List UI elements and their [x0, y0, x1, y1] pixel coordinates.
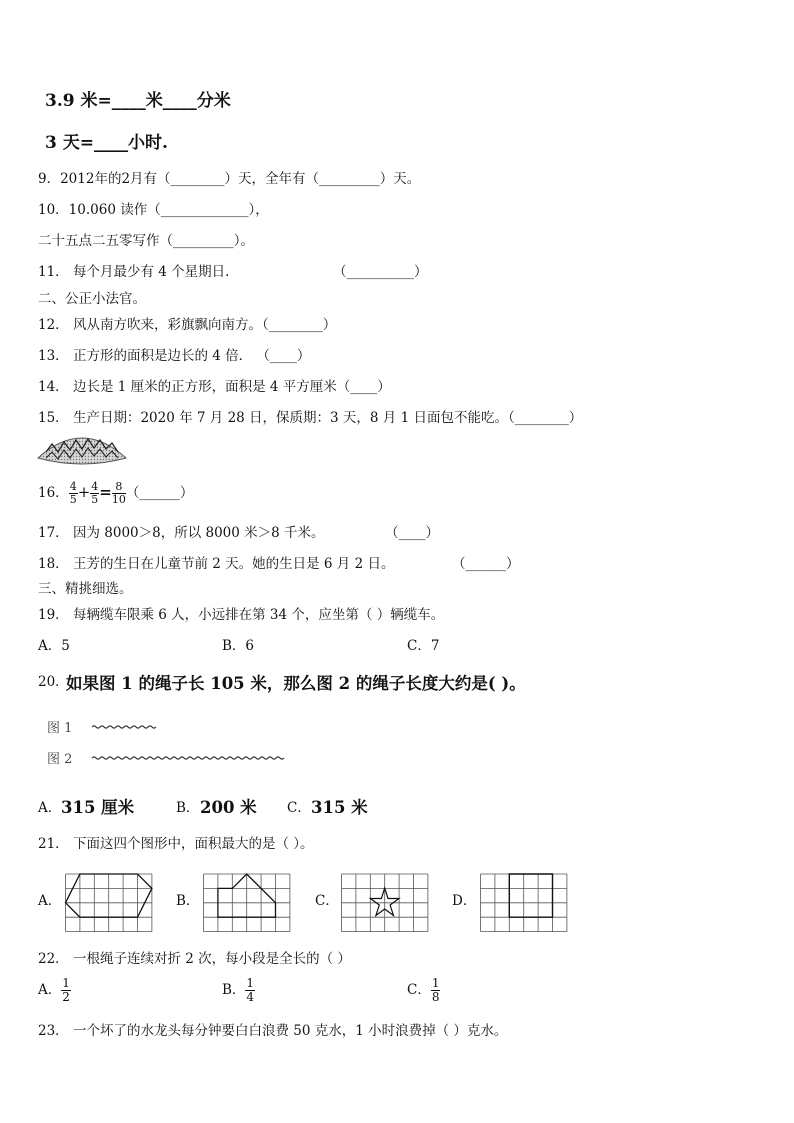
q19-option-c[interactable]: C．7 — [407, 638, 440, 654]
equals-sign: = — [99, 483, 112, 501]
fraction-denominator: 5 — [91, 493, 99, 506]
q19-option-a[interactable]: A．5 — [38, 638, 70, 654]
question-20: 如果图 1 的绳子长 105 米，那么图 2 的绳子长度大约是( )。 — [66, 674, 526, 693]
q22-option-a[interactable] — [38, 975, 71, 1005]
question-18-blank: （______） — [452, 556, 520, 572]
q21-letter-a: A． — [38, 893, 62, 909]
fraction-1-8 — [431, 977, 441, 1004]
fraction-numerator: 1 — [431, 976, 440, 990]
fraction-8-10 — [112, 481, 126, 506]
conversion-line-1: 3.9 米=____米____分米 — [45, 91, 231, 111]
fraction-1-2 — [61, 977, 71, 1004]
question-11-blank: （__________） — [333, 264, 428, 280]
plus-sign: + — [77, 483, 91, 501]
fraction-denominator: 10 — [111, 493, 126, 506]
q22-letter-c: C． — [407, 982, 431, 998]
fraction-denominator: 5 — [69, 493, 77, 506]
q22-option-c[interactable] — [407, 975, 440, 1005]
question-17-blank: （____） — [385, 525, 439, 541]
question-9: 9．2012年的2月有（________）天，全年有（_________）天。 — [38, 171, 421, 187]
question-10b: 二十五点二五零写作（_________）。 — [38, 233, 254, 249]
q21-letter-d: D． — [452, 893, 477, 909]
question-20-number: 20． — [38, 674, 69, 690]
q20-letter-a: A． — [38, 800, 62, 816]
question-13: 13． 正方形的面积是边长的 4 倍． （____） — [38, 348, 311, 364]
question-22: 22． 一根绳子连续对折 2 次，每小段是全长的（ ） — [38, 951, 351, 967]
section-2-heading: 二、公正小法官。 — [38, 291, 146, 307]
question-23: 23． 一个坏了的水龙头每分钟要白白浪费 50 克水，1 小时浪费掉（ ）克水。 — [38, 1023, 508, 1039]
q20-option-a[interactable]: 315 厘米 — [61, 798, 135, 817]
question-21: 21． 下面这四个图形中，面积最大的是（ ）。 — [38, 836, 314, 852]
fraction-denominator: 4 — [246, 990, 255, 1004]
q21-letter-c: C． — [315, 893, 339, 909]
q22-letter-a: A． — [38, 982, 62, 998]
fraction-denominator: 2 — [62, 990, 70, 1004]
fraction-numerator: 4 — [91, 480, 99, 493]
q21-grid-c[interactable] — [340, 868, 430, 926]
fraction-numerator: 4 — [69, 480, 77, 493]
q19-option-b[interactable]: B．6 — [222, 638, 255, 654]
watermelon-slice-image — [36, 428, 128, 468]
section-3-heading: 三、精挑细选。 — [38, 581, 133, 597]
question-14: 14． 边长是 1 厘米的正方形，面积是 4 平方厘米（____） — [38, 379, 391, 395]
q20-option-c[interactable]: 315 米 — [311, 798, 368, 817]
question-12: 12． 风从南方吹来，彩旗飘向南方。（________） — [38, 317, 337, 333]
question-16-blank: （______） — [125, 485, 194, 501]
fraction-numerator: 1 — [62, 976, 70, 990]
question-10a: 10．10.060 读作（_____________）， — [38, 202, 269, 218]
fraction-numerator: 1 — [246, 976, 255, 990]
fraction-1-4 — [245, 977, 255, 1004]
rope-figure-1 — [92, 722, 162, 732]
figure-1-label: 图 1 — [47, 721, 73, 736]
q21-grid-a[interactable] — [64, 868, 154, 926]
figure-2-label: 图 2 — [47, 752, 73, 767]
q22-letter-b: B． — [222, 982, 246, 998]
question-18: 18． 王芳的生日在儿童节前 2 天。她的生日是 6 月 2 日。 — [38, 556, 395, 572]
question-16-number: 16． — [38, 485, 69, 501]
question-15: 15． 生产日期：2020 年 7 月 28 日，保质期：3 天，8 月 1 日面包不能吃。（________） — [38, 410, 583, 426]
q20-option-b[interactable]: 200 米 — [200, 798, 257, 817]
fraction-4-5-a — [69, 481, 78, 506]
q22-option-b[interactable] — [222, 975, 255, 1005]
fraction-numerator: 8 — [112, 481, 126, 494]
question-17: 17． 因为 8000＞8，所以 8000 米＞8 千米。 — [38, 525, 325, 541]
q20-letter-c: C． — [287, 800, 311, 816]
q21-grid-d[interactable] — [479, 868, 569, 926]
q20-letter-b: B． — [176, 800, 200, 816]
q21-grid-b[interactable] — [202, 868, 292, 926]
question-19: 19． 每辆缆车限乘 6 人，小远排在第 34 个，应坐第（ ）辆缆车。 — [38, 607, 445, 623]
question-11: 11． 每个月最少有 4 个星期日． — [38, 264, 239, 280]
conversion-line-2: 3 天=____小时. — [45, 133, 168, 153]
rope-figure-2 — [92, 753, 284, 763]
fraction-denominator: 8 — [431, 990, 440, 1004]
q21-letter-b: B． — [176, 893, 200, 909]
question-16 — [38, 479, 193, 506]
fraction-4-5-b — [90, 481, 99, 506]
